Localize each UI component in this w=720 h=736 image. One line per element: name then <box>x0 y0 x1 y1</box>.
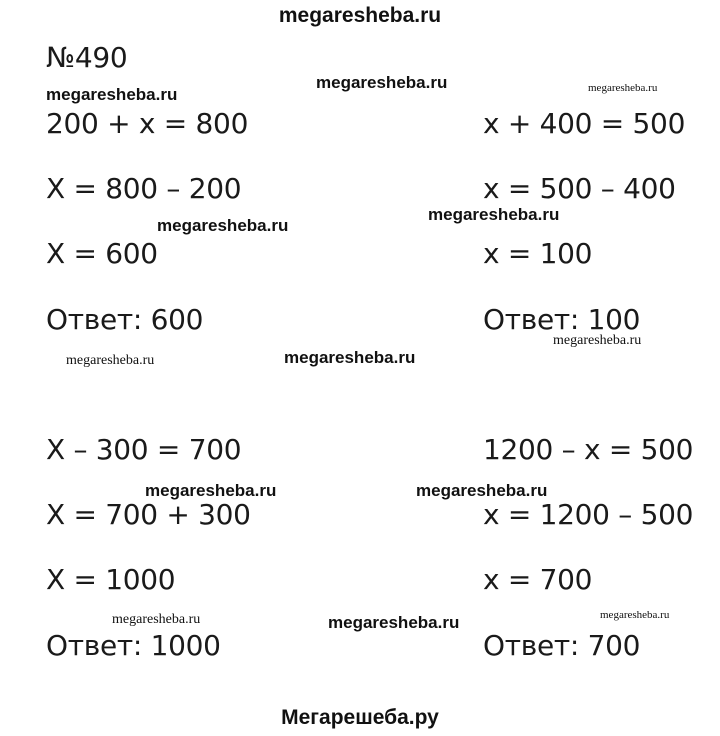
problem-1-answer: Ответ: 600 <box>46 303 204 336</box>
problem-1-equation: 200 + x = 800 <box>46 107 249 140</box>
watermark: megaresheba.ru <box>46 85 178 104</box>
problem-3-answer: Ответ: 1000 <box>46 629 221 662</box>
watermark: megaresheba.ru <box>66 353 155 368</box>
watermark: megaresheba.ru <box>553 333 642 348</box>
problem-2-equation: x + 400 = 500 <box>483 107 686 140</box>
watermark: megaresheba.ru <box>316 73 448 92</box>
problem-4-step: x = 1200 – 500 <box>483 498 694 531</box>
watermark: megaresheba.ru <box>416 481 548 500</box>
problem-3-step: X = 700 + 300 <box>46 498 251 531</box>
watermark: megaresheba.ru <box>588 82 658 94</box>
watermark: megaresheba.ru <box>428 205 560 224</box>
problem-4-equation: 1200 – x = 500 <box>483 433 694 466</box>
exercise-number: №490 <box>46 41 128 74</box>
watermark: megaresheba.ru <box>145 481 277 500</box>
watermark: megaresheba.ru <box>284 348 416 367</box>
site-header: megaresheba.ru <box>278 4 442 27</box>
problem-2-result: x = 100 <box>483 237 593 270</box>
problem-1-step: X = 800 – 200 <box>46 172 242 205</box>
problem-3-result: X = 1000 <box>46 563 176 596</box>
watermark: megaresheba.ru <box>328 613 460 632</box>
watermark: megaresheba.ru <box>157 216 289 235</box>
problem-2-step: x = 500 – 400 <box>483 172 676 205</box>
site-footer: Мегарешеба.ру <box>281 706 439 729</box>
problem-1-result: X = 600 <box>46 237 158 270</box>
problem-4-result: x = 700 <box>483 563 593 596</box>
problem-2-answer: Ответ: 100 <box>483 303 641 336</box>
problem-4-answer: Ответ: 700 <box>483 629 641 662</box>
problem-3-equation: X – 300 = 700 <box>46 433 242 466</box>
watermark: megaresheba.ru <box>112 612 201 627</box>
watermark: megaresheba.ru <box>600 609 670 621</box>
